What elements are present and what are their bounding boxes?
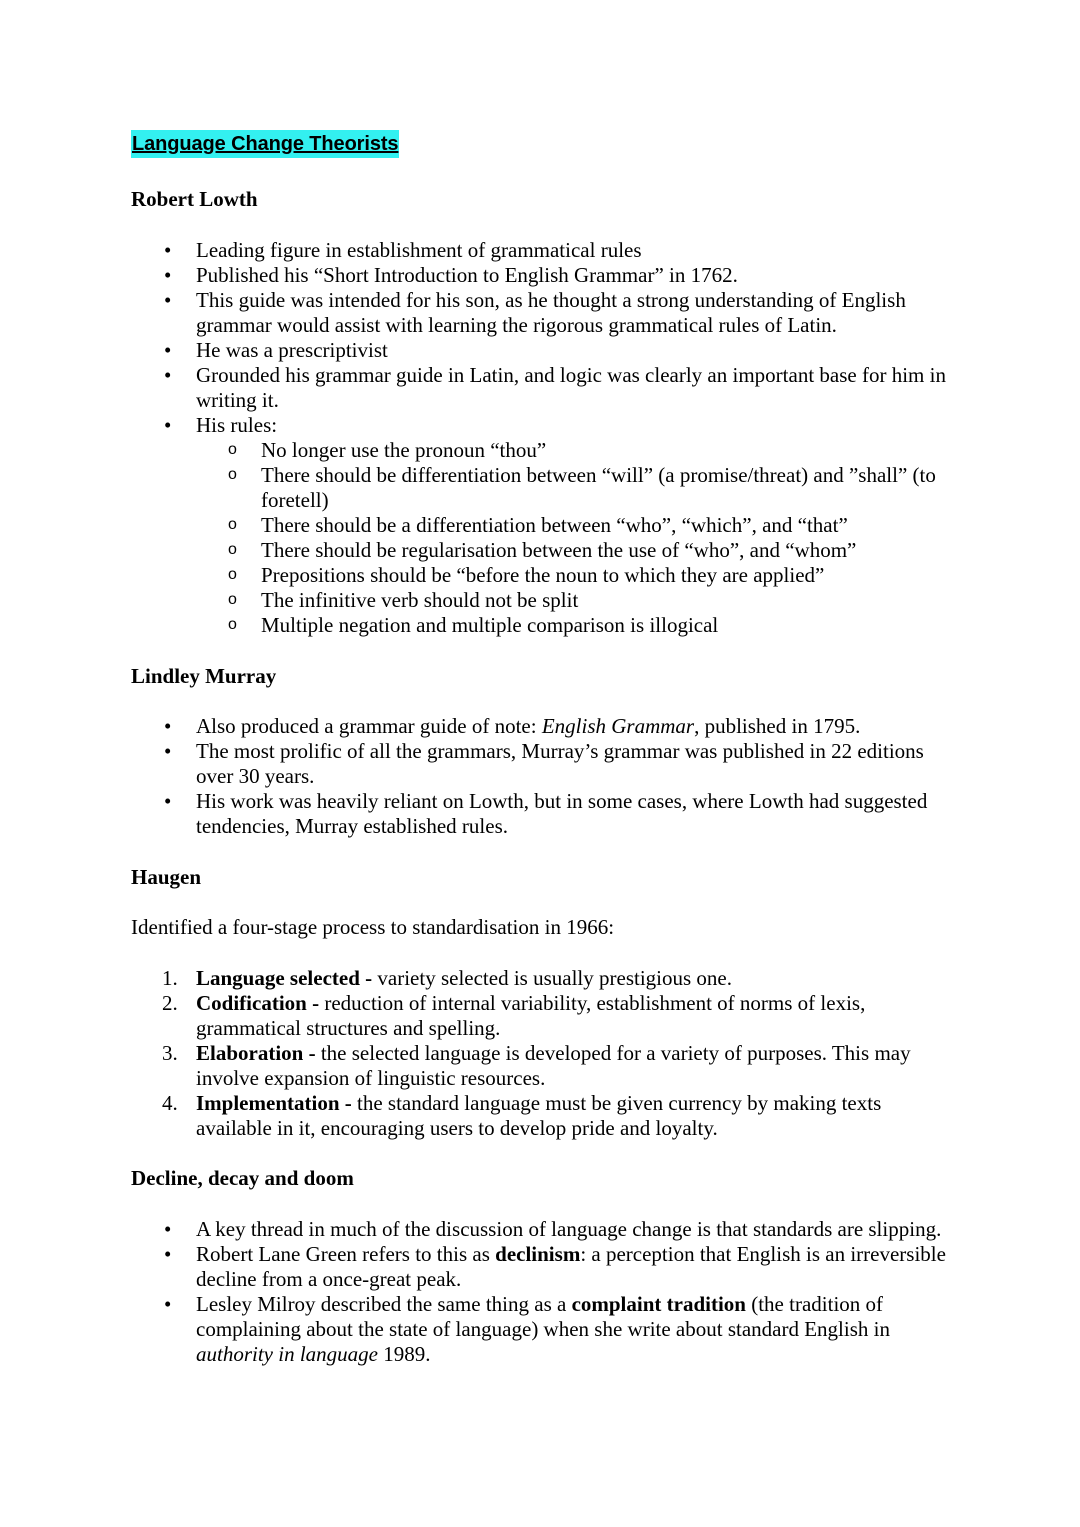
stage-term: Codification - (196, 991, 320, 1015)
list-item: • Grounded his grammar guide in Latin, and logic was clearly an important base for him in writing it. (131, 363, 956, 413)
key-term: complaint tradition (571, 1292, 746, 1316)
haugen-stages-list (131, 966, 956, 1141)
sub-list-item: o There should be regularisation between the use of “who”, and “whom” (196, 538, 941, 563)
section-heading-murray: Lindley Murray (131, 664, 277, 688)
murray-list (131, 714, 956, 839)
list-item: • His work was heavily reliant on Lowth, but in some cases, where Lowth had suggested tendencies, Murray established rules. (131, 789, 956, 839)
page-title: Language Change Theorists (131, 130, 399, 158)
section-heading-lowth: Robert Lowth (131, 187, 258, 211)
list-item: • A key thread in much of the discussion of language change is that standards are slipping. (131, 1217, 956, 1242)
sub-list-item: o Prepositions should be “before the noun to which they are applied” (196, 563, 941, 588)
stage-text: the selected language is developed for a variety of purposes. This may involve expansion of linguistic resources. (196, 1041, 911, 1090)
item-number: 3. (162, 1041, 178, 1065)
list-item: • He was a prescriptivist (131, 338, 956, 363)
section-heading-haugen: Haugen (131, 865, 202, 889)
list-item: • This guide was intended for his son, as he thought a strong understanding of English grammar would assist with learning the rigorous grammatical rules of Latin. (131, 288, 956, 338)
stage-term: Implementation - (196, 1091, 352, 1115)
sub-list-item: o There should be differentiation between “will” (a promise/threat) and ”shall” (to foretell) (196, 463, 941, 513)
key-term: declinism (495, 1242, 581, 1266)
stage-term: Language selected - (196, 966, 373, 990)
rules-label: His rules: (196, 413, 278, 437)
item-text: , published in 1795. (694, 714, 861, 738)
list-item (131, 1091, 956, 1141)
sub-list-item: o Multiple negation and multiple comparison is illogical (196, 613, 941, 638)
section-heading-decline: Decline, decay and doom (131, 1166, 354, 1190)
list-item: • Published his “Short Introduction to English Grammar” in 1762. (131, 263, 956, 288)
item-text: (the tradition of complaining about the state of language) when she write about standard English in (196, 1292, 890, 1341)
sub-list-item: o The infinitive verb should not be split (196, 588, 941, 613)
decline-list (131, 1217, 956, 1367)
stage-text: variety selected is usually prestigious one. (372, 966, 732, 990)
list-item (131, 966, 956, 991)
item-text: : a perception that English is an irreversible decline from a once-great peak. (196, 1242, 946, 1291)
stage-term: Elaboration - (196, 1041, 316, 1065)
item-text: Robert Lane Green refers to this as (196, 1242, 496, 1266)
sub-list-item: o No longer use the pronoun “thou” (196, 438, 941, 463)
haugen-intro: Identified a four-stage process to standardisation in 1966: (131, 915, 615, 939)
item-text: Lesley Milroy described the same thing as a (196, 1292, 572, 1316)
item-number: 1. (162, 966, 178, 990)
item-number: 2. (162, 991, 178, 1015)
book-title: authority in language (196, 1342, 378, 1366)
list-item: • Leading figure in establishment of grammatical rules (131, 238, 956, 263)
sub-list-item: o There should be a differentiation between “who”, “which”, and “that” (196, 513, 941, 538)
lowth-list (131, 238, 956, 638)
lowth-rules-list (196, 438, 956, 638)
list-item-rules (131, 413, 956, 638)
list-item: • The most prolific of all the grammars, Murray’s grammar was published in 22 editions over 30 years. (131, 739, 956, 789)
list-item (131, 1242, 956, 1292)
list-item (131, 1041, 956, 1091)
item-text: Also produced a grammar guide of note: (196, 714, 542, 738)
list-item (131, 1292, 956, 1367)
item-number: 4. (162, 1091, 178, 1115)
item-text: 1989. (378, 1342, 431, 1366)
stage-text: reduction of internal variability, establishment of norms of lexis, grammatical structures and spelling. (196, 991, 866, 1040)
list-item (131, 991, 956, 1041)
list-item (131, 714, 956, 739)
stage-text: the standard language must be given currency by making texts available in it, encouraging users to develop pride and loyalty. (196, 1091, 882, 1140)
book-title: English Grammar (541, 714, 695, 738)
